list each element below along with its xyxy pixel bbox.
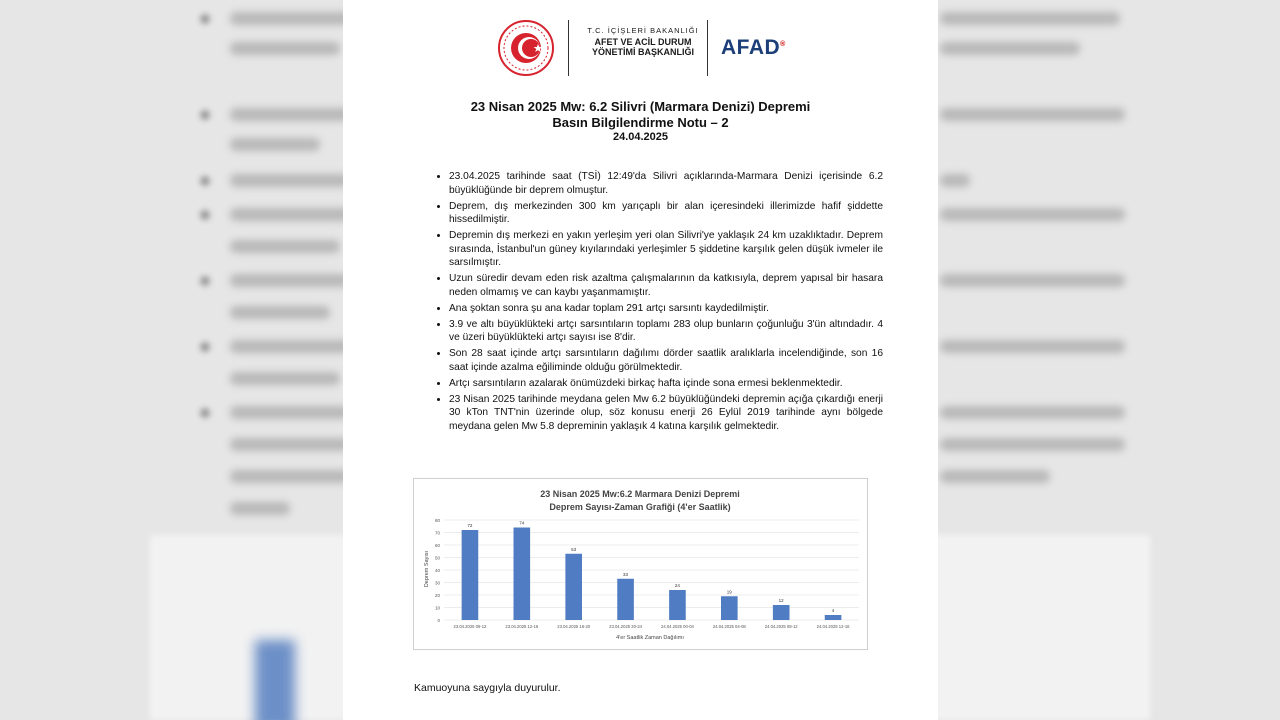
x-tick-label: 24.04.2025 12-16: [816, 624, 850, 629]
chart-bar: [462, 530, 479, 620]
x-tick-label: 24.04.2025 00-04: [661, 624, 694, 629]
y-tick-label: 60: [434, 543, 440, 548]
chart-bar: [617, 579, 634, 620]
x-axis-label: 4'er Saatlik Zaman Dağılımı: [616, 635, 684, 641]
bar-data-label: 4: [831, 608, 835, 613]
aftershock-chart: [413, 478, 868, 650]
document-page: [343, 0, 938, 720]
title-line-2: Basın Bilgilendirme Notu – 2: [552, 115, 729, 130]
y-tick-label: 30: [434, 580, 440, 586]
y-tick-label: 50: [434, 555, 440, 561]
bar-data-label: 19: [726, 589, 732, 595]
chart-bar: [721, 596, 738, 620]
y-tick-label: 20: [434, 593, 440, 598]
chart-bar: [669, 590, 686, 620]
chart-bar: [773, 605, 790, 620]
y-axis-label: Deprem Sayısı: [424, 550, 430, 588]
bar-data-label: 12: [778, 598, 784, 603]
afad-logo-text: AFAD: [721, 36, 781, 59]
chart-bar: [565, 554, 582, 620]
x-tick-label: 23.04.2025 20-24: [609, 624, 642, 629]
registered-mark: ®: [780, 41, 786, 48]
bar-data-label: 24: [674, 583, 680, 588]
y-tick-label: 0: [437, 618, 440, 623]
ministry-name: T.C. İÇİŞLERİ BAKANLIĞI: [587, 26, 699, 35]
y-tick-label: 10: [434, 605, 440, 611]
x-tick-label: 23.04.2025 16-20: [557, 624, 591, 629]
chart-canvas: [414, 479, 867, 649]
title-date: 24.04.2025: [612, 131, 669, 143]
letterhead: [343, 18, 938, 80]
org-line-1: AFET VE ACİL DURUM: [594, 37, 692, 47]
list-item: • Depremin dış merkezi en yakın yerleşim yeri olan Silivri'ye yaklaşık 24 km uzaklıktadır. Deprem sırasında, İstanbul'un güney kıyılarındaki yerleşimler 5 şiddetine karşılık gelen düşük ivmeler ile sarsılmıştır.: [449, 229, 883, 270]
chart-title: 23 Nisan 2025 Mw:6.2 Marmara Denizi Depremi: [540, 489, 740, 499]
org-line-2: YÖNETİMİ BAŞKANLIĞI: [591, 47, 694, 57]
y-tick-label: 80: [434, 518, 440, 523]
list-item: • Ana şoktan sonra şu ana kadar toplam 291 artçı sarsıntı kaydedilmiştir.: [449, 302, 883, 316]
x-tick-label: 23.04.2025 12-16: [505, 624, 539, 629]
x-tick-label: 23.04.2025 08-12: [453, 624, 487, 629]
closing-statement: Kamuoyuna saygıyla duyurulur.: [414, 682, 561, 694]
organization-name: [583, 26, 703, 57]
bar-data-label: 33: [623, 571, 629, 577]
chart-bar: [514, 528, 531, 621]
list-item: • Deprem, dış merkezinden 300 km yarıçaplı bir alan içeresindeki illerimizde hafif şiddette hissedilmiştir.: [449, 200, 883, 227]
list-item: • Artçı sarsıntıların azalarak önümüzdeki birkaç hafta içinde sona ermesi beklenmektedir.: [449, 377, 883, 391]
document-title: [343, 99, 938, 144]
afad-logo: [721, 36, 786, 60]
list-item: • 23 Nisan 2025 tarihinde meydana gelen Mw 6.2 büyüklüğündeki depremin açığa çıkardığı enerji 30 kTon TNT'nin üzerinde olup, söz konusu enerji 26 Eylül 2019 tarihinde aynı bölgede meydana gelen Mw 5.8 depreminin yaklaşık 4 katına karşılık gelmektedir.: [449, 393, 883, 434]
letterhead-divider: [568, 20, 569, 76]
x-tick-label: 24.04.2025 08-12: [764, 624, 798, 629]
y-tick-label: 40: [434, 568, 440, 573]
list-item: • 3.9 ve altı büyüklükteki artçı sarsıntıların toplamı 283 olup bunların çoğunluğu 3'ün altındadır. 4 ve üzeri büyüklükteki artçı sayısı ise 8'dir.: [449, 318, 883, 345]
chart-bar: [825, 615, 842, 620]
bullet-list: [433, 170, 883, 436]
bar-data-label: 53: [571, 546, 577, 552]
bar-data-label: 72: [467, 523, 473, 528]
letterhead-divider: [707, 20, 708, 76]
title-line-1: 23 Nisan 2025 Mw: 6.2 Silivri (Marmara Denizi) Depremi: [470, 99, 811, 114]
y-tick-label: 70: [434, 530, 440, 536]
crescent-star-seal-icon: [498, 20, 554, 76]
list-item: • Uzun süredir devam eden risk azaltma çalışmalarının da katkısıyla, deprem yapısal bir hasara neden olmamış ve can kaybı yaşanmamıştır.: [449, 272, 883, 299]
bar-data-label: 74: [519, 520, 525, 526]
chart-subtitle: Deprem Sayısı-Zaman Grafiği (4'er Saatlik): [549, 502, 731, 512]
x-tick-label: 24.04.2025 04-08: [712, 624, 746, 629]
list-item: • Son 28 saat içinde artçı sarsıntıların dağılımı dörder saatlik aralıklarla incelendiğinde, son 16 saat içinde azalma eğiliminde olduğu görülmektedir.: [449, 347, 883, 374]
list-item: • 23.04.2025 tarihinde saat (TSİ) 12:49'da Silivri açıklarında-Marmara Denizi içerisinde 6.2 büyüklüğünde bir deprem olmuştur.: [449, 170, 883, 197]
